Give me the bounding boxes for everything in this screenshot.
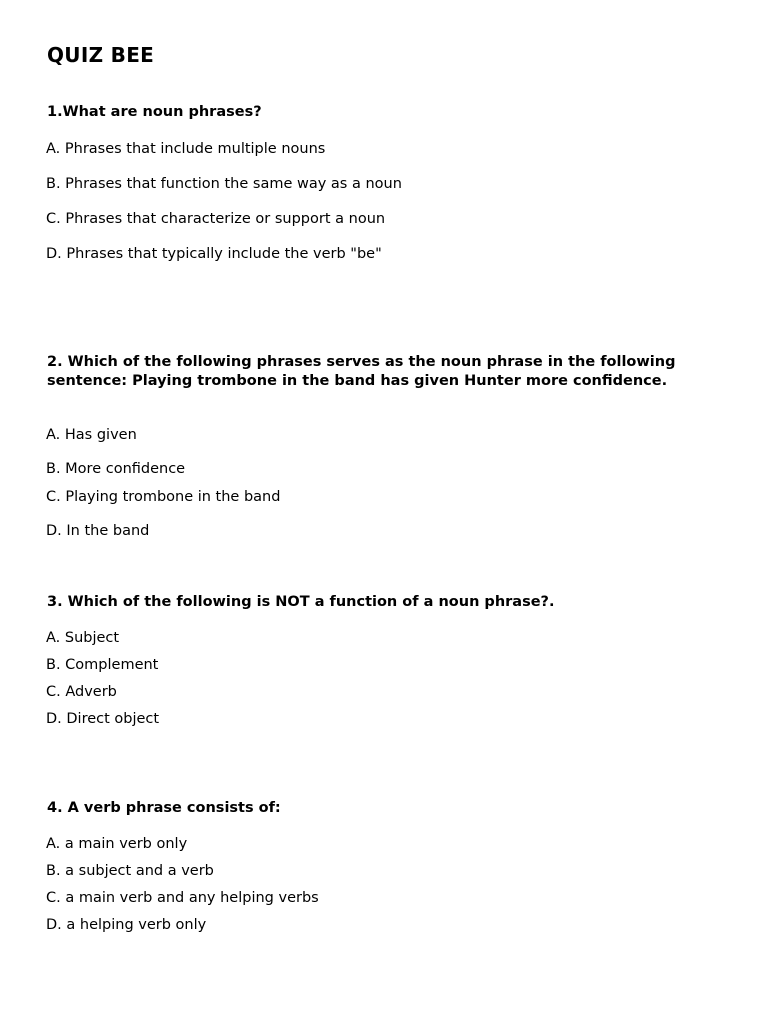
question-1-option-c: C. Phrases that characterize or support a noun: [46, 211, 386, 227]
question-2-prompt: 2. Which of the following phrases serves as the noun phrase in the following sentence: Playing trombone in the band has given Hunter more confidence.: [47, 354, 676, 389]
question-3-option-b: B. Complement: [46, 657, 159, 673]
question-4-option-c: C. a main verb and any helping verbs: [46, 890, 319, 906]
question-2-option-a: A. Has given: [46, 427, 137, 443]
question-4-option-b: B. a subject and a verb: [46, 863, 214, 879]
question-4-prompt: 4. A verb phrase consists of:: [47, 800, 281, 816]
question-1-option-b: B. Phrases that function the same way as a noun: [46, 176, 402, 192]
question-3-prompt: 3. Which of the following is NOT a function of a noun phrase?.: [47, 594, 555, 610]
question-2-option-b: B. More confidence: [46, 461, 186, 477]
question-2-option-d: D. In the band: [46, 523, 150, 539]
question-2-option-c: C. Playing trombone in the band: [46, 489, 281, 505]
question-3-option-c: C. Adverb: [46, 684, 117, 700]
page-title: QUIZ BEE: [47, 43, 155, 67]
question-3-option-a: A. Subject: [46, 630, 120, 646]
question-1-option-d: D. Phrases that typically include the verb "be": [46, 246, 382, 262]
question-1-prompt: 1.What are noun phrases?: [47, 104, 262, 120]
question-4-option-d: D. a helping verb only: [46, 917, 207, 933]
question-1-option-a: A. Phrases that include multiple nouns: [46, 141, 326, 157]
question-3-option-d: D. Direct object: [46, 711, 160, 727]
question-4-option-a: A. a main verb only: [46, 836, 188, 852]
